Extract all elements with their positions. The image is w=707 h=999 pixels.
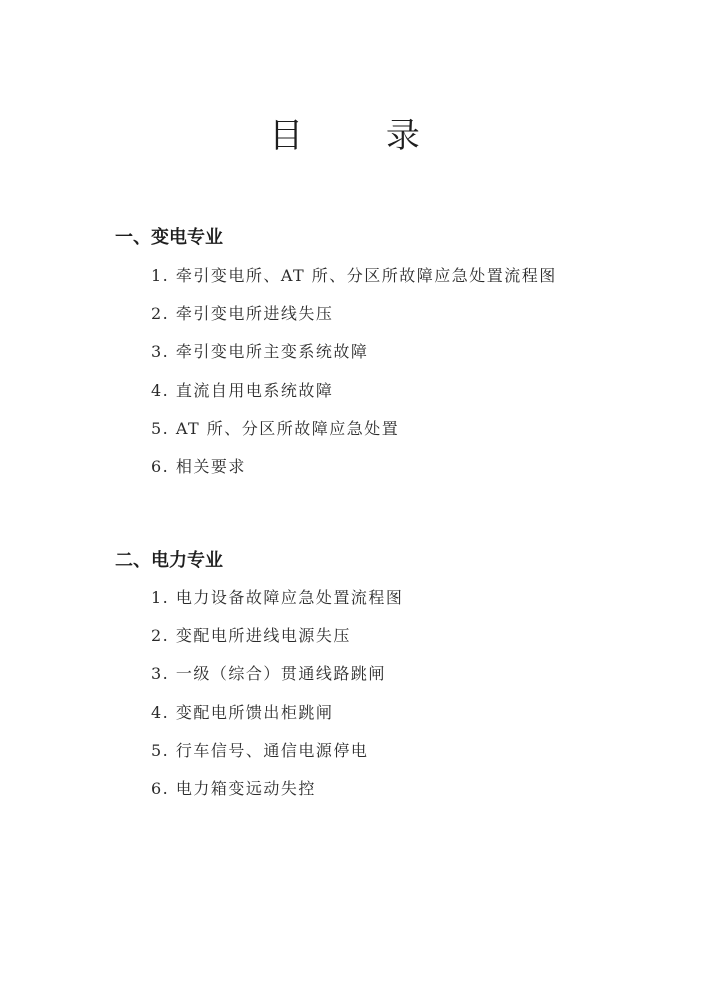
toc-item[interactable]: 2. 变配电所进线电源失压 xyxy=(151,626,351,646)
toc-item[interactable]: 1. 牵引变电所、AT 所、分区所故障应急处置流程图 xyxy=(151,266,557,285)
section-heading: 二、电力专业 xyxy=(115,550,223,571)
toc-item[interactable]: 5. AT 所、分区所故障应急处置 xyxy=(151,418,400,438)
section-heading: 一、变电专业 xyxy=(115,227,223,248)
toc-list xyxy=(151,586,403,815)
section-substation xyxy=(115,226,557,493)
toc-item[interactable]: 1. 电力设备故障应急处置流程图 xyxy=(151,588,404,607)
page-title: 目 录 xyxy=(269,116,456,156)
toc-item[interactable]: 6. 相关要求 xyxy=(151,456,246,476)
toc-item[interactable]: 4. 变配电所馈出柜跳闸 xyxy=(151,702,334,722)
toc-item[interactable]: 5. 行车信号、通信电源停电 xyxy=(151,740,369,760)
toc-item[interactable]: 2. 牵引变电所进线失压 xyxy=(151,304,334,324)
toc-item[interactable]: 4. 直流自用电系统故障 xyxy=(151,380,334,400)
toc-item[interactable]: 3. 一级（综合）贯通线路跳闸 xyxy=(151,664,386,684)
toc-item[interactable]: 3. 牵引变电所主变系统故障 xyxy=(151,342,369,362)
toc-list xyxy=(151,264,557,493)
section-power xyxy=(115,549,403,815)
toc-item[interactable]: 6. 电力箱变远动失控 xyxy=(151,778,316,798)
